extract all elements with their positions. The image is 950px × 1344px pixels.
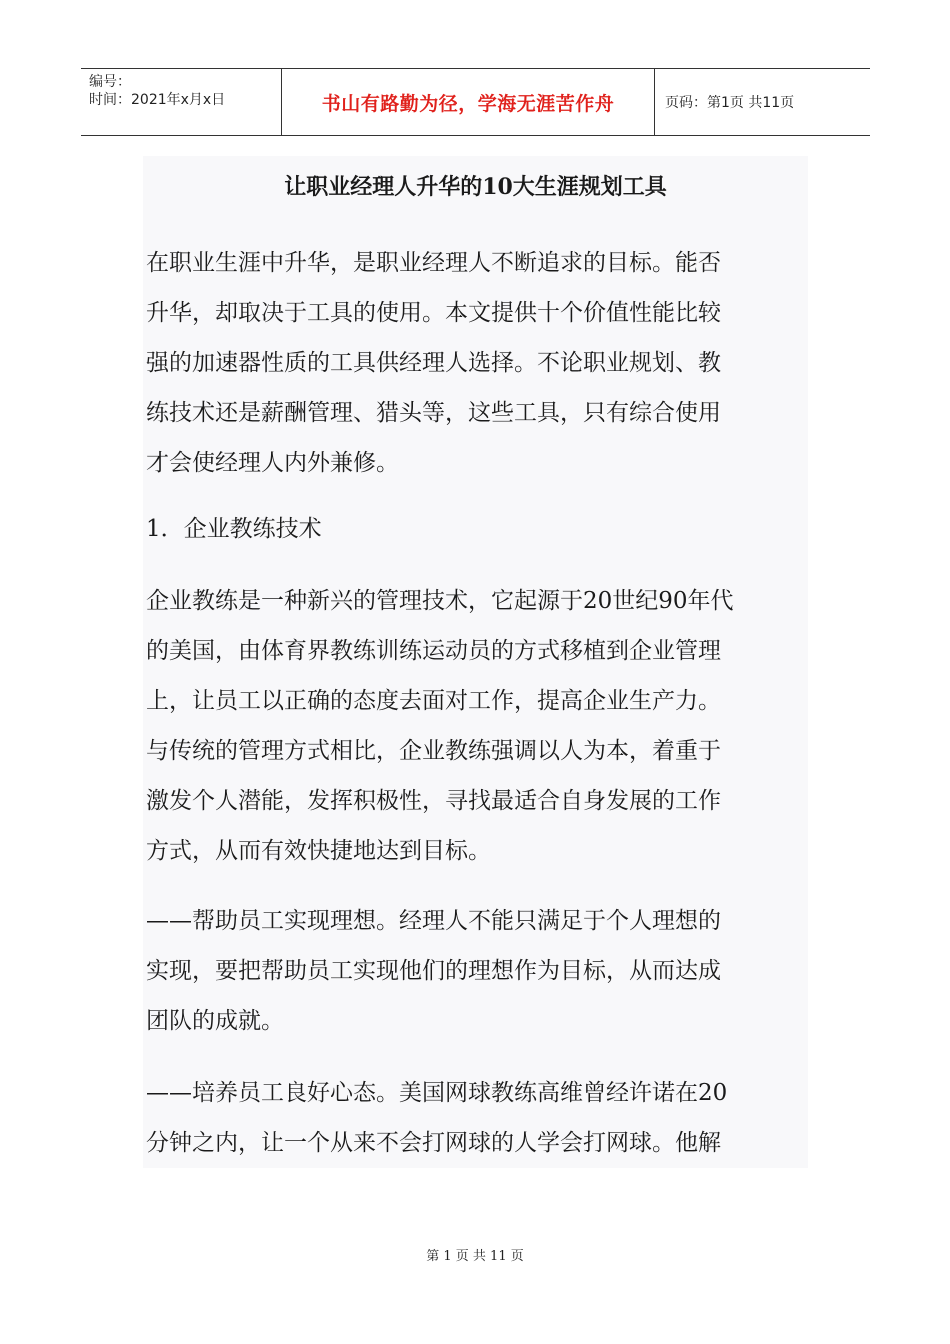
text-line: 在职业生涯中升华，是职业经理人不断追求的目标。能否: [146, 250, 721, 276]
date-label: 时间：2021年x月x日: [89, 92, 226, 108]
header-meta-cell: [81, 69, 282, 135]
text-line: 才会使经理人内外兼修。: [146, 450, 399, 476]
document-body: [143, 156, 808, 1168]
text-line: 企业教练是一种新兴的管理技术，它起源于20世纪90年代: [146, 588, 734, 614]
section-heading: [146, 504, 808, 554]
text-line: 方式，从而有效快捷地达到目标。: [146, 838, 491, 864]
paragraph-intro: [146, 238, 808, 488]
page-footer: 第 1 页 共 11 页: [426, 1249, 524, 1264]
paragraph-coaching: [146, 576, 808, 876]
text-line: ——帮助员工实现理想。经理人不能只满足于个人理想的: [146, 908, 721, 934]
text-line: 激发个人潜能，发挥积极性，寻找最适合自身发展的工作: [146, 788, 721, 814]
paragraph-ideals: [146, 896, 808, 1046]
text-line: 上，让员工以正确的态度去面对工作，提高企业生产力。: [146, 688, 721, 714]
header-page-info: 页码：第1页 共11页: [665, 95, 795, 111]
text-line: 强的加速器性质的工具供经理人选择。不论职业规划、教: [146, 350, 721, 376]
header-motto-cell: [282, 69, 655, 135]
text-line: 与传统的管理方式相比，企业教练强调以人为本，着重于: [146, 738, 721, 764]
text-line: 1．企业教练技术: [146, 516, 322, 542]
header-page-cell: [655, 69, 870, 135]
text-line: 练技术还是薪酬管理、猎头等，这些工具，只有综合使用: [146, 400, 721, 426]
text-line: 的美国，由体育界教练训练运动员的方式移植到企业管理: [146, 638, 721, 664]
paragraph-attitude: [146, 1068, 808, 1168]
document-title: 让职业经理人升华的10大生涯规划工具: [284, 174, 667, 200]
text-line: ——培养员工良好心态。美国网球教练高维曾经许诺在20: [146, 1080, 728, 1106]
text-line: 团队的成就。: [146, 1008, 284, 1034]
text-line: 分钟之内，让一个从来不会打网球的人学会打网球。他解: [146, 1130, 721, 1156]
motto-text: 书山有路勤为径，学海无涯苦作舟: [321, 92, 615, 115]
document-header: [81, 68, 870, 136]
number-label: 编号：: [89, 74, 131, 90]
text-line: 升华，却取决于工具的使用。本文提供十个价值性能比较: [146, 300, 721, 326]
text-line: 实现，要把帮助员工实现他们的理想作为目标，从而达成: [146, 958, 721, 984]
